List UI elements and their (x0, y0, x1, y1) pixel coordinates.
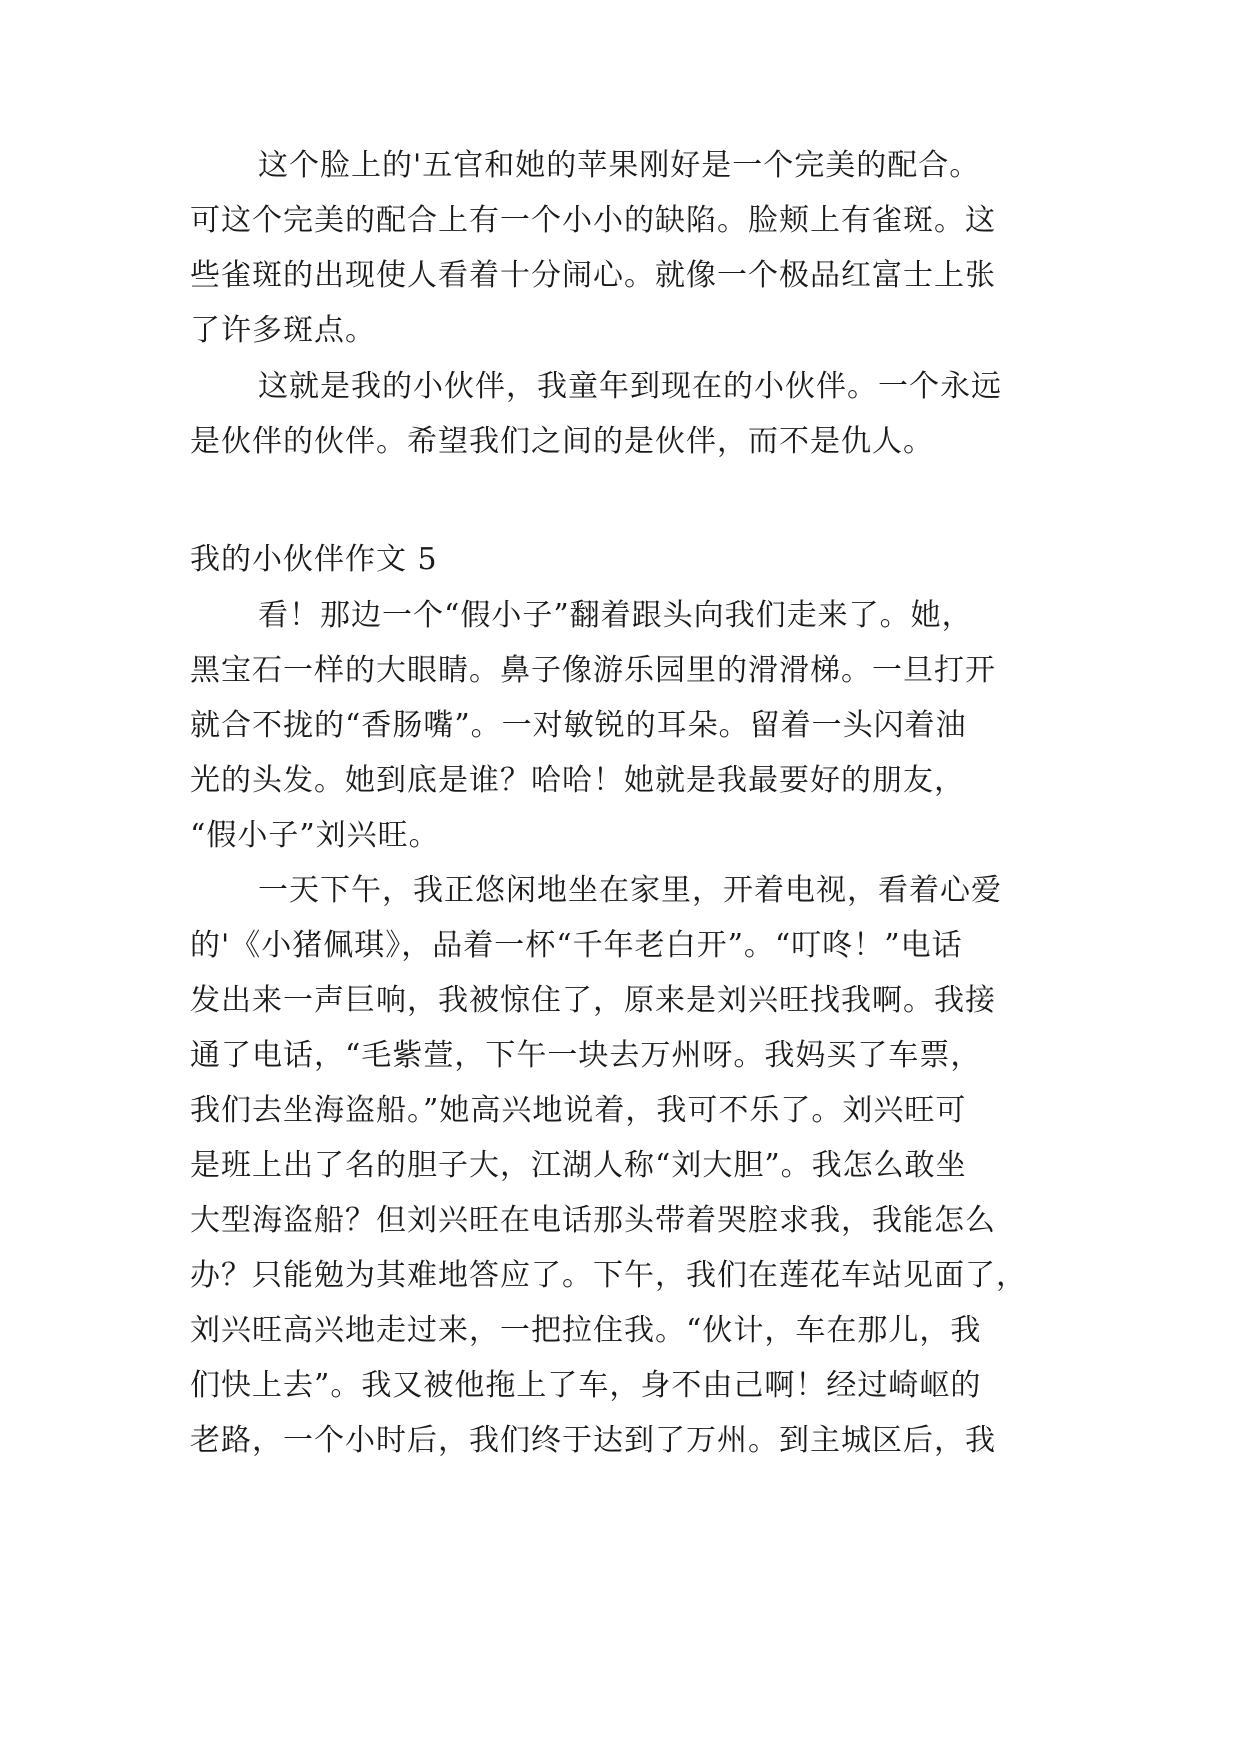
paragraph-4-line-7: 大型海盗船？但刘兴旺在电话那头带着哭腔求我，我能怎么 (190, 1203, 996, 1238)
paragraph-2-line-1: 这就是我的小伙伴，我童年到现在的小伙伴。一个永远 (258, 369, 1002, 404)
paragraph-3-line-5: “假小子”刘兴旺。 (190, 818, 440, 853)
paragraph-4-line-5: 我们去坐海盗船。”她高兴地说着，我可不乐了。刘兴旺可 (190, 1093, 967, 1128)
paragraph-3-line-4: 光的头发。她到底是谁？哈哈！她就是我最要好的朋友， (190, 763, 965, 798)
paragraph-2-line-2: 是伙伴的伙伴。希望我们之间的是伙伴，而不是仇人。 (190, 424, 934, 459)
paragraph-3-line-2: 黑宝石一样的大眼睛。鼻子像游乐园里的滑滑梯。一旦打开 (190, 653, 996, 688)
paragraph-4-line-3: 发出来一声巨响，我被惊住了，原来是刘兴旺找我啊。我接 (190, 983, 996, 1018)
paragraph-4-line-4: 通了电话，“毛紫萱，下午一块去万州呀。我妈买了车票， (190, 1038, 982, 1073)
paragraph-4-line-10: 们快上去”。我又被他拖上了车，身不由己啊！经过崎岖的 (190, 1368, 982, 1403)
paragraph-1-line-3: 些雀斑的出现使人看着十分闹心。就像一个极品红富士上张 (190, 258, 996, 293)
paragraph-3-line-3: 就合不拢的“香肠嘴”。一对敏锐的耳朵。留着一头闪着油 (190, 708, 967, 743)
paragraph-4-line-8: 办？只能勉为其难地答应了。下午，我们在莲花车站见面了， (190, 1258, 1027, 1293)
paragraph-1-line-2: 可这个完美的配合上有一个小小的缺陷。脸颊上有雀斑。这 (190, 203, 996, 238)
paragraph-1-line-4: 了许多斑点。 (190, 313, 376, 348)
paragraph-1-line-1: 这个脸上的'五官和她的苹果刚好是一个完美的配合。 (258, 148, 981, 183)
paragraph-4-line-11: 老路，一个小时后，我们终于达到了万州。到主城区后，我 (190, 1423, 996, 1458)
paragraph-4-line-2: 的'《小猪佩琪》，品着一杯“千年老白开”。“叮咚！”电话 (190, 928, 963, 963)
section-title: 我的小伙伴作文 5 (190, 542, 438, 577)
paragraph-4-line-6: 是班上出了名的胆子大，江湖人称“刘大胆”。我怎么敢坐 (190, 1148, 967, 1183)
paragraph-4-line-9: 刘兴旺高兴地走过来，一把拉住我。“伙计，车在那儿，我 (190, 1313, 982, 1348)
paragraph-4-line-1: 一天下午，我正悠闲地坐在家里，开着电视，看着心爱 (258, 873, 1002, 908)
paragraph-3-line-1: 看！那边一个“假小子”翻着跟头向我们走来了。她， (258, 598, 973, 633)
